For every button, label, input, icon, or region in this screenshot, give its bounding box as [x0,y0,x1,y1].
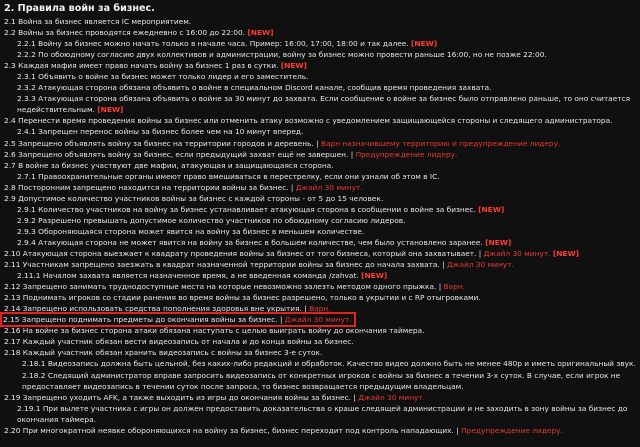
penalty-text: Джайл 30 минут. [284,315,352,325]
rule-line [4,358,637,369]
rule-text: 2.6 Запрещено объявлять войну за бизнес, если предыдущий захват ещё не завершен. | [4,149,354,159]
rule-text: 2.19.1 При вылете участника с игры он должен предоставить доказательства о краше следящей администрации и не заходить в зону войны за бизнес до окончания таймера. [17,403,628,424]
rule-text: 2.3.1 Объявить о войне за бизнес может только лидер и его заместитель. [17,72,309,82]
rule-line [4,281,637,292]
rule-text: 2.11.1 Началом захвата является назначенное время, а не введенная команда /zahvat. [17,271,359,281]
rule-line [4,93,637,115]
rule-line [4,215,637,226]
new-badge: [NEW] [361,271,388,281]
rule-text: 2.4.1 Запрещен перенос войны за бизнес более чем на 10 минут вперед. [17,127,304,137]
penalty-text: Джайл 30 минут. [358,392,426,402]
rule-line [4,16,637,27]
penalty-text: Предупреждение лидеру. [355,149,458,159]
rule-text: 2.9 Допустимое количество участников войны за бизнес с каждой стороны - от 5 до 15 человек. [4,193,384,203]
rule-line [4,38,637,49]
rule-line [4,325,637,336]
penalty-text: Джайл 30 минут. [483,248,551,258]
rule-line [4,171,637,182]
rule-line [4,182,637,193]
new-badge: [NEW] [478,204,505,214]
rule-line [4,336,637,347]
penalty-text: Джайл 30 минут. [295,182,363,192]
new-badge: [NEW] [97,105,124,115]
rule-line [4,49,637,60]
rule-line [4,314,637,325]
rule-line [4,259,637,270]
rule-line [4,370,637,392]
rule-text: 2.8 Посторонним запрещено находится на территории войны за бизнес. | [4,182,294,192]
rule-text: 2.15 Запрещено поднимать предметы до окончания войны за бизнес. | [3,315,283,325]
rule-line [4,193,637,204]
rule-line [4,248,637,259]
new-badge: [NEW] [247,28,274,38]
rule-text: 2.9.3 Обороняющаяся сторона может явится на войну за бизнес в меньшем количестве. [17,226,365,236]
rule-line [4,160,637,171]
rule-text: 2.3.2 Атакующая сторона обязана объявить о войне в специальном Discord канале, сообщив время проведения захвата. [17,83,492,93]
rule-text: 2.20 При многократной неявке обороняющихся на войну за бизнес, бизнес переходит под контроль нападающих. | [4,425,459,435]
highlighted-rule-box [2,314,354,325]
penalty-text: Варн назначившему территорию и предупреждение лидеру. [320,138,561,148]
rule-text: 2.18.1 Видеозапись должна быть цельной, без каких-либо редакций и обработок. Качество видео должно быть не менее 480p и иметь оригинальный звук. [22,359,636,369]
rule-text: 2.18 Каждый участник обязан хранить видеозапись с войны за бизнес 3-е суток. [4,348,323,358]
new-badge: [NEW] [411,39,438,49]
rule-text: 2.13 Поднимать игроков со стадии ранения во время войны за бизнес разрешено, только в укрытии и с RP отыгровками. [4,293,481,303]
rule-line [4,270,637,281]
rule-text: 2.14 Запрещено использовать средства пополнения здоровья вне укрытия. | [4,304,307,314]
rule-line [4,60,637,71]
new-badge: [NEW] [552,248,579,258]
penalty-text: Предупреждение лидеру. [461,425,563,435]
rule-line [4,126,637,137]
rule-text: 2.3 Каждая мафия имеет право начать войну за бизнес 1 раз в сутки. [4,61,279,71]
penalty-text: Варн. [443,282,466,292]
rule-text: 2.2.2 По обоюдному согласию двух коллективов и администрации, войну за бизнес можно провести раньше 16:00, но не позже 22:00. [17,50,547,60]
rule-line [4,425,637,436]
rule-text: 2.18.2 Следящий администратор вправе запросить видеозапись от конкретных игроков с войны за бизнес в течении 3-х суток. В случае, если игрок не предоставляет видеозапись в течении суток после запроса, то бизнес возвращается предыдущим владельцам. [22,370,621,391]
penalty-text: Джайл 30 минут. [446,260,514,270]
rule-line [4,71,637,82]
rule-line [4,204,637,215]
rule-line [4,347,637,358]
rule-text: 2.9.1 Количество участников на войну за бизнес устанавливает атакующая сторона в сообщении о войне за бизнес. [17,204,476,214]
rule-line [4,237,637,248]
rule-text: 2.19 Запрещено уходить AFK, а также выходить из игры до окончания войны за бизнес. | [4,392,356,402]
penalty-text: Варн. [309,304,331,314]
rule-text: 2.3.3 Атакующая сторона обязана объявить о войне за 30 минут до захвата. Если сообщение о войне за бизнес было отправлено раньше, то оно считается недействительным. [17,94,631,115]
new-badge: [NEW] [280,61,307,71]
rule-line [4,292,637,303]
rule-text: 2.5 Запрещено объявлять войну за бизнес на территории городов и деревень. | [4,138,319,148]
rule-line [4,138,637,149]
rule-text: 2.9.2 Разрешено превышать допустимое количество участников по обоюдному согласию лидеров. [17,215,406,225]
rule-line [4,226,637,237]
rule-line [4,392,637,403]
rule-line [4,303,637,314]
rule-text: 2.10 Атакующая сторона выезжает к квадрату проведения войны за бизнес от того бизнеса, который она захватывает. | [4,248,482,258]
rule-text: 2.7.1 Правоохранительные органы имеют право вмешиваться в перестрелку, если они узнали об этом в IC. [17,171,440,181]
rule-text: 2.17 Каждый участник обязан вести видеозапись от начала и до конца войны за бизнес. [4,337,354,347]
rule-text: 2.12 Запрещено занимать труднодоступные места на которые невозможно залезть методом одного прыжка. | [4,282,442,292]
rule-text: 2.2.1 Войну за бизнес можно начать только в начале часа. Пример: 16:00, 17:00, 18:00 и так далее. [17,39,409,49]
rule-line [4,149,637,160]
new-badge: [NEW] [485,237,512,247]
rule-text: 2.2 Войны за бизнес проводятся ежедневно с 16:00 до 22:00. [4,28,246,38]
rule-line [4,27,637,38]
rule-line [4,403,637,425]
rule-line [4,115,637,126]
rule-line [4,82,637,93]
rule-text: 2.11 Участникам запрещено заезжать в квадрат назначенной территории войны за бизнес до начала захвата. | [4,260,445,270]
section-title: 2. Правила войн за бизнес. [4,3,155,14]
rule-text: 2.1 Война за бизнес является IC мероприятием. [4,17,192,26]
rule-text: 2.7 В войне за бизнес участвуют две мафии, атакующая и защищающаяся сторона. [4,160,334,170]
rule-text: 2.16 На войне за бизнес сторона атаки обязана наступать с целью выиграть войну до окончания таймера. [4,326,425,336]
rule-text: 2.9.4 Атакующая сторона не может явится на войну за бизнес в большем количестве, чем было установлено заранее. [17,237,483,247]
rules-list [4,16,637,436]
rule-text: 2.4 Перенести время проведения войны за бизнес или отменить атаку возможно с уведомлением защищающейся стороны и следящего администратора. [4,116,613,126]
